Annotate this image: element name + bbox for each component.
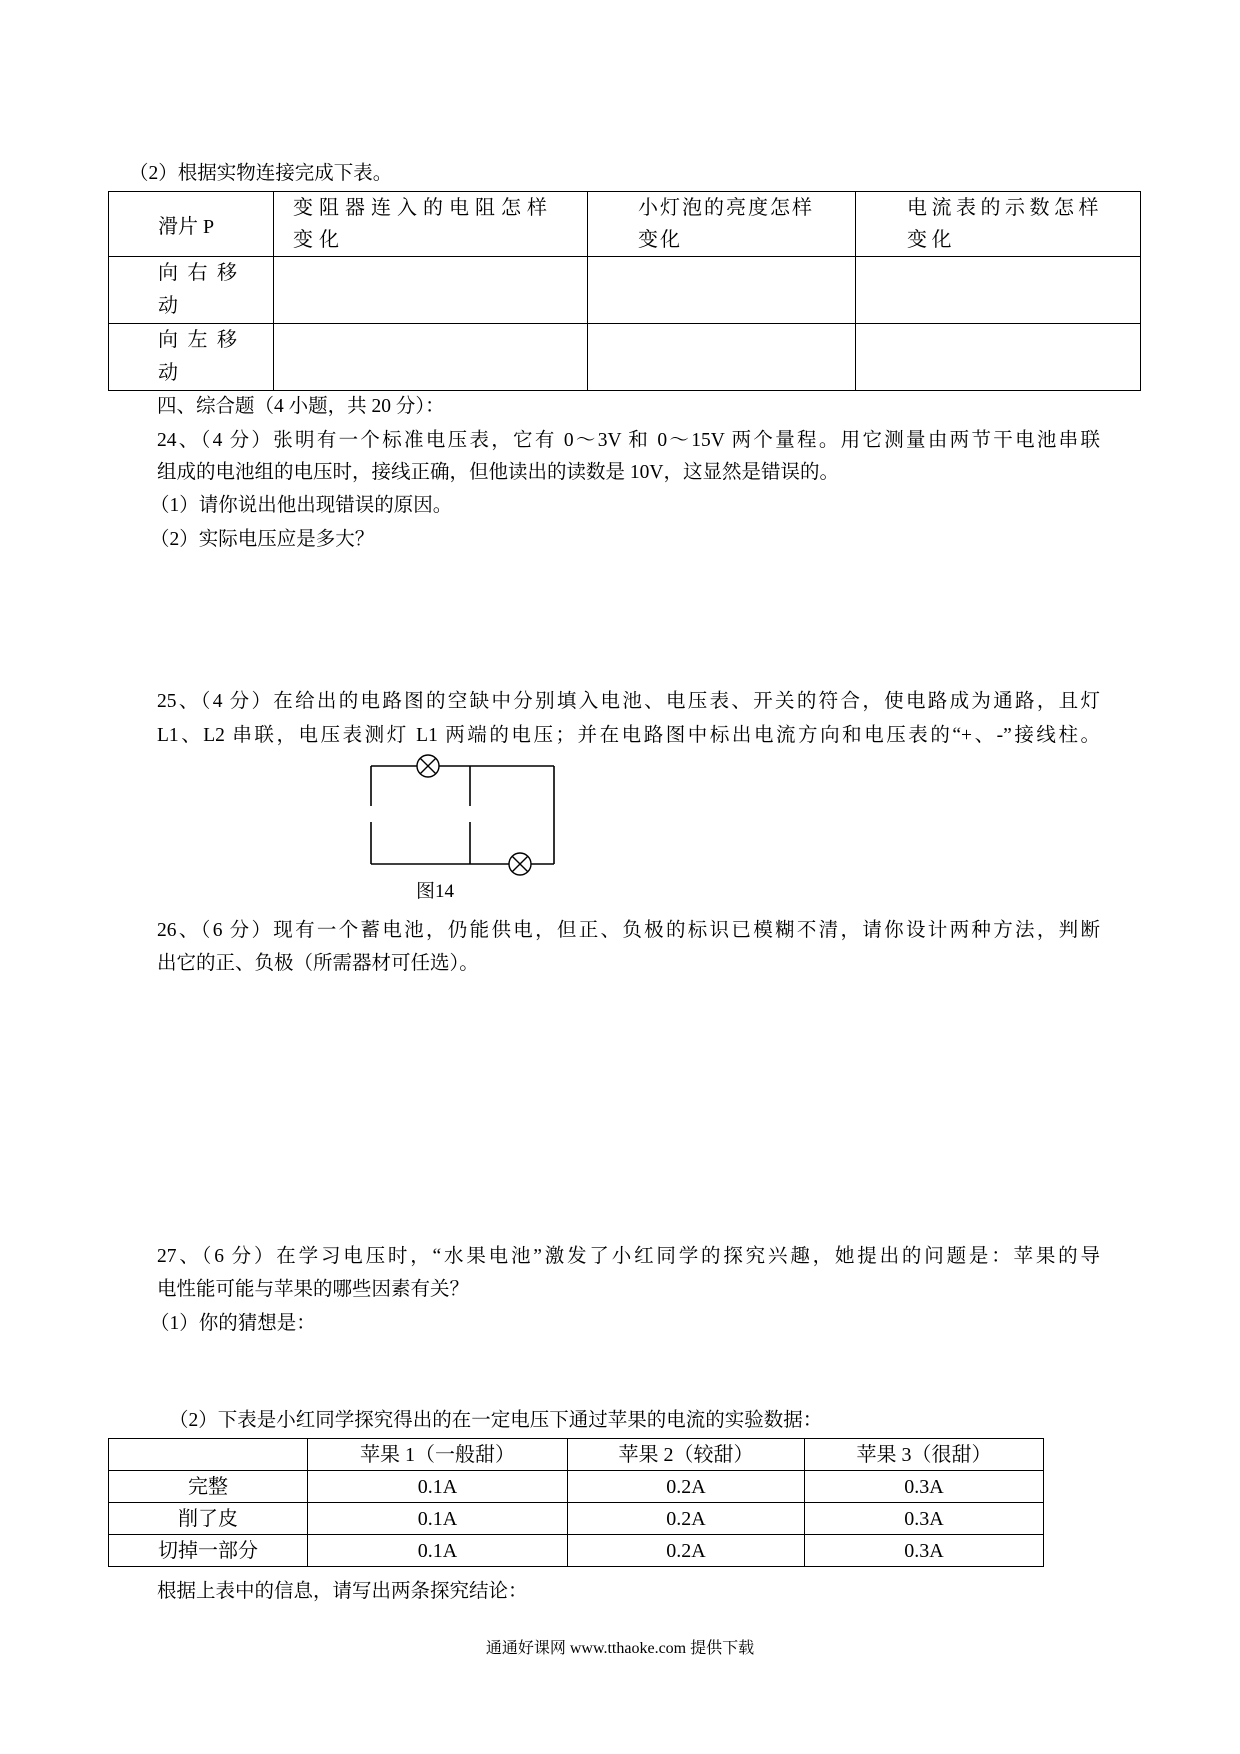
table-row [109, 1503, 1044, 1535]
header-apple-3: 苹果 3（很甜） [805, 1439, 1044, 1471]
header-resistance-cell [274, 192, 588, 257]
current-value: 0.3A [805, 1535, 1044, 1567]
table-header-row [109, 1439, 1044, 1471]
header-slider: 滑片 P [109, 192, 274, 257]
answer-cell [274, 257, 588, 324]
row-label-cell [109, 324, 274, 391]
current-value: 0.1A [308, 1503, 568, 1535]
q27-sub2: （2）下表是小红同学探究得出的在一定电压下通过苹果的电流的实验数据： [169, 1410, 823, 1431]
q25-line-1: 25、（4 分）在给出的电路图的空缺中分别填入电池、电压表、开关的符合，使电路成为通路，且灯 [157, 691, 1100, 712]
figure-caption: 图14 [416, 881, 455, 902]
row-label: 削了皮 [109, 1503, 308, 1535]
header-apple-1: 苹果 1（一般甜） [308, 1439, 568, 1471]
q24-line-1: 24、（4 分）张明有一个标准电压表，它有 0～3V 和 0～15V 两个量程。用它测量由两节干电池串联 [157, 430, 1100, 451]
table-row [109, 257, 1141, 324]
header-brightness: 小灯泡的亮度怎样变化 [638, 197, 814, 251]
answer-cell [274, 324, 588, 391]
q24-sub1: （1）请你说出他出现错误的原因。 [150, 495, 453, 516]
q27-line-1: 27、（6 分）在学习电压时，“水果电池”激发了小红同学的探究兴趣，她提出的问题是：苹果的导 [157, 1246, 1100, 1267]
answer-cell [588, 257, 856, 324]
header-current-cell [856, 192, 1141, 257]
apple-current-table [108, 1438, 1044, 1567]
answer-cell [588, 324, 856, 391]
q27-line-2: 电性能可能与苹果的哪些因素有关？ [157, 1279, 470, 1300]
current-value: 0.1A [308, 1535, 568, 1567]
row-label: 切掉一部分 [109, 1535, 308, 1567]
q24-line-2: 组成的电池组的电压时，接线正确，但他读出的读数是 10V，这显然是错误的。 [157, 462, 839, 483]
row-label-cell [109, 257, 274, 324]
q27-sub1: （1）你的猜想是： [150, 1313, 316, 1334]
lamp-top-icon [417, 755, 439, 777]
page-footer: 通通好课网 www.tthaoke.com 提供下载 [485, 1640, 755, 1657]
slider-effect-table [108, 191, 1141, 391]
current-value: 0.2A [568, 1503, 805, 1535]
table-row [109, 1471, 1044, 1503]
header-resistance: 变阻器连入的电阻怎样变化 [293, 197, 553, 251]
answer-cell [856, 324, 1141, 391]
q25-line-2: L1、L2 串联，电压表测灯 L1 两端的电压；并在电路图中标出电流方向和电压表的“+、-”接线柱。 [157, 725, 1100, 746]
current-value: 0.3A [805, 1471, 1044, 1503]
current-value: 0.2A [568, 1535, 805, 1567]
current-value: 0.2A [568, 1471, 805, 1503]
header-brightness-cell [588, 192, 856, 257]
conclusion-prompt: 根据上表中的信息，请写出两条探究结论： [157, 1581, 528, 1602]
row-label: 向左移动 [158, 329, 247, 384]
table-row [109, 1535, 1044, 1567]
q23-part2-label: （2）根据实物连接完成下表。 [129, 163, 393, 184]
row-label: 向右移动 [158, 262, 247, 317]
circuit-diagram [360, 752, 566, 878]
q26-line-2: 出它的正、负极（所需器材可任选）。 [157, 953, 479, 974]
section-title: 四、综合题（4 小题，共 20 分）： [157, 396, 445, 417]
header-current: 电流表的示数怎样变化 [907, 197, 1103, 251]
corner-cell [109, 1439, 308, 1471]
q24-sub2: （2）实际电压应是多大？ [150, 529, 375, 550]
table-header-row [109, 192, 1141, 257]
answer-cell [856, 257, 1141, 324]
header-apple-2: 苹果 2（较甜） [568, 1439, 805, 1471]
current-value: 0.1A [308, 1471, 568, 1503]
row-label: 完整 [109, 1471, 308, 1503]
table-row [109, 324, 1141, 391]
current-value: 0.3A [805, 1503, 1044, 1535]
q26-line-1: 26、（6 分）现有一个蓄电池，仍能供电，但正、负极的标识已模糊不清，请你设计两种方法，判断 [157, 920, 1100, 941]
lamp-bottom-icon [509, 853, 531, 875]
